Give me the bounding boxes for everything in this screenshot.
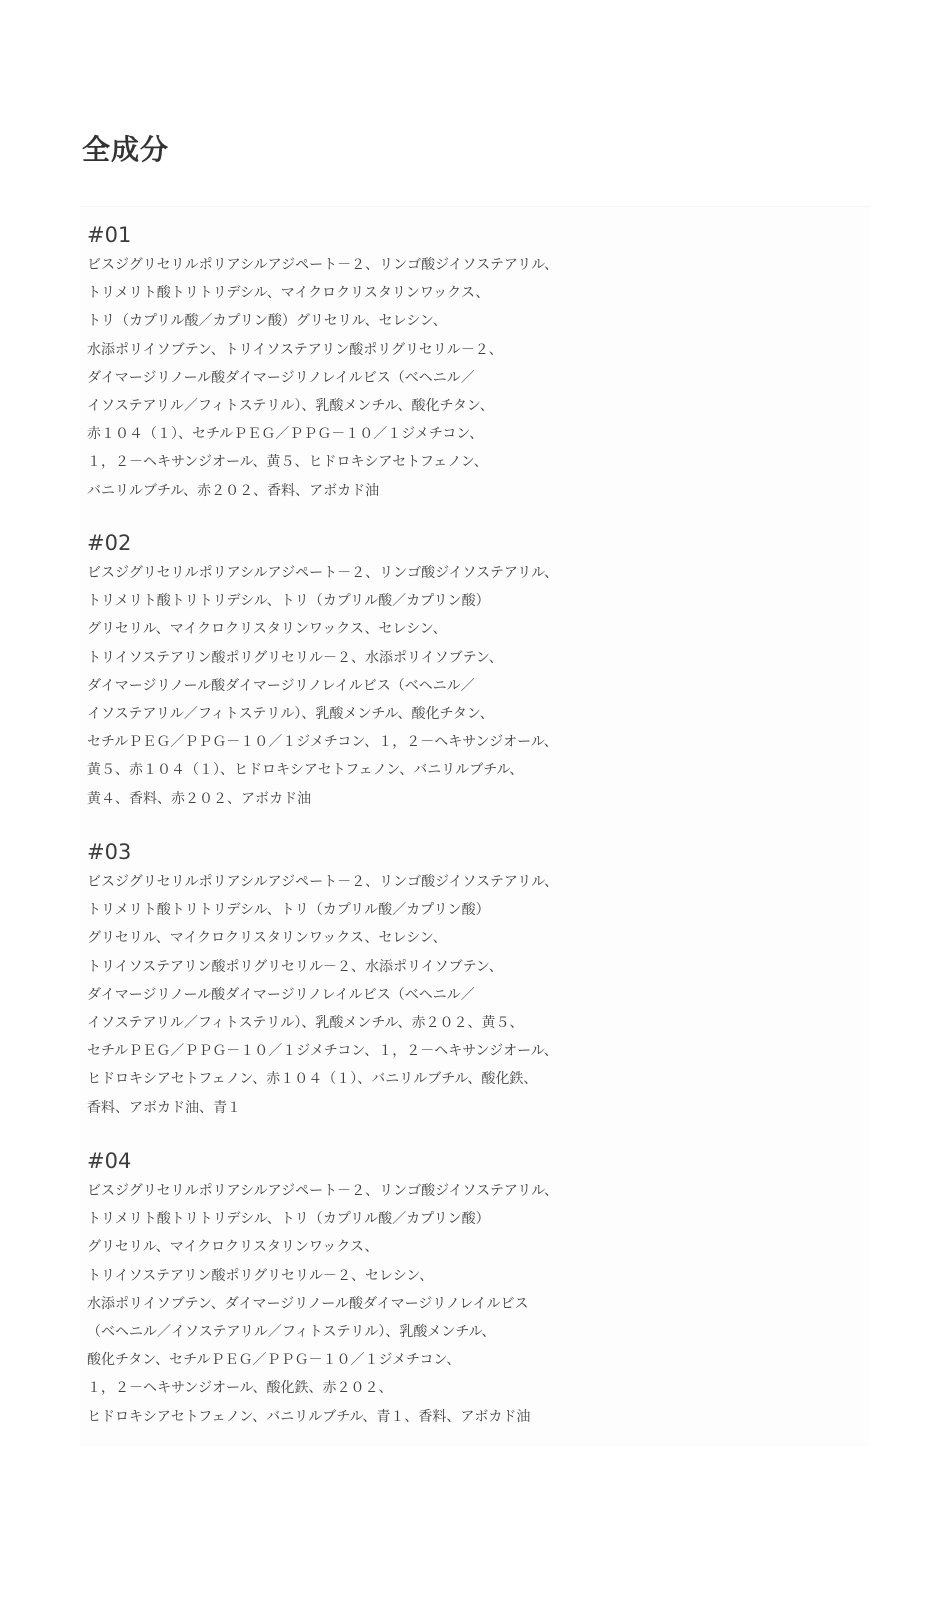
ingredient-line: ビスジグリセリルポリアシルアジペート－２、リンゴ酸ジイソステアリル、 [87,874,559,890]
variant-code: #04 [87,1149,132,1173]
ingredient-line: 黄５、赤１０４（１）、ヒドロキシアセトフェノン、バニリルブチル、 [87,762,524,779]
ingredient-line: トリメリト酸トリトリデシル、トリ（カプリル酸／カプリン酸） [87,1211,490,1228]
ingredient-line: （ベヘニル／イソステアリル／フィトステリル）、乳酸メンチル、 [87,1323,496,1340]
ingredient-line: トリメリト酸トリトリデシル、マイクロクリスタリンワックス、 [87,285,490,302]
variant-03-ingredients [87,838,877,1122]
ingredient-line: トリメリト酸トリトリデシル、トリ（カプリル酸／カプリン酸） [87,593,490,610]
ingredient-line: セチルＰＥＧ／ＰＰＧ－１０／１ジメチコン、１，２－ヘキサンジオール、 [87,1043,558,1060]
variant-code: #03 [87,840,132,864]
ingredient-line: グリセリル、マイクロクリスタリンワックス、セレシン、 [87,930,447,947]
ingredient-line: バニリルブチル、赤２０２、香料、アボカド油 [87,482,380,499]
ingredient-line: １，２－ヘキサンジオール、黄５、ヒドロキシアセトフェノン、 [87,454,488,471]
ingredient-line: １，２－ヘキサンジオール、酸化鉄、赤２０２、 [87,1380,393,1397]
ingredient-line: ヒドロキシアセトフェノン、バニリルブチル、青１、香料、アボカド油 [87,1408,531,1425]
ingredient-line: 赤１０４（１）、セチルＰＥＧ／ＰＰＧ－１０／１ジメチコン、 [87,426,484,443]
variant-code: #01 [87,223,132,247]
ingredient-line: ダイマージリノール酸ダイマージリノレイルビス（ベヘニル／ [87,677,475,694]
page-title: 全成分 [82,133,170,166]
variant-code: #02 [87,531,132,555]
ingredient-line: 酸化チタン、セチルＰＥＧ／ＰＰＧ－１０／１ジメチコン、 [87,1352,461,1369]
ingredient-line: ビスジグリセリルポリアシルアジペート－２、リンゴ酸ジイソステアリル、 [87,565,559,581]
variant-01-ingredients [87,221,877,505]
ingredient-line: ヒドロキシアセトフェノン、赤１０４（１）、バニリルブチル、酸化鉄、 [87,1071,538,1088]
ingredient-line: トリイソステアリン酸ポリグリセリル－２、セレシン、 [87,1267,434,1284]
ingredient-line: 水添ポリイソブテン、トリイソステアリン酸ポリグリセリル－２、 [87,341,503,358]
ingredient-line: ビスジグリセリルポリアシルアジペート－２、リンゴ酸ジイソステアリル、 [87,1183,559,1199]
ingredient-line: ダイマージリノール酸ダイマージリノレイルビス（ベヘニル／ [87,986,475,1003]
variant-02-ingredients [87,529,877,813]
ingredient-line: 香料、アボカド油、青１ [87,1099,241,1116]
ingredient-line: トリイソステアリン酸ポリグリセリル－２、水添ポリイソブテン、 [87,649,503,666]
ingredient-line: イソステアリル／フィトステリル）、乳酸メンチル、酸化チタン、 [87,397,494,414]
ingredient-line: グリセリル、マイクロクリスタリンワックス、セレシン、 [87,621,447,638]
ingredient-line: ダイマージリノール酸ダイマージリノレイルビス（ベヘニル／ [87,369,475,386]
ingredient-line: トリメリト酸トリトリデシル、トリ（カプリル酸／カプリン酸） [87,902,490,919]
ingredient-line: ビスジグリセリルポリアシルアジペート－２、リンゴ酸ジイソステアリル、 [87,257,559,273]
ingredient-line: イソステアリル／フィトステリル）、乳酸メンチル、酸化チタン、 [87,705,494,722]
variant-04-ingredients [87,1147,877,1431]
ingredient-line: イソステアリル／フィトステリル）、乳酸メンチル、赤２０２、黄５、 [87,1014,524,1031]
ingredient-line: トリイソステアリン酸ポリグリセリル－２、水添ポリイソブテン、 [87,958,503,975]
ingredient-line: グリセリル、マイクロクリスタリンワックス、 [87,1239,379,1256]
ingredient-line: トリ（カプリル酸／カプリン酸）グリセリル、セレシン、 [87,313,447,330]
ingredient-line: 黄４、香料、赤２０２、アボカド油 [87,790,311,807]
ingredient-line: セチルＰＥＧ／ＰＰＧ－１０／１ジメチコン、１，２－ヘキサンジオール、 [87,734,558,751]
ingredient-line: 水添ポリイソブテン、ダイマージリノール酸ダイマージリノレイルビス [87,1295,529,1312]
